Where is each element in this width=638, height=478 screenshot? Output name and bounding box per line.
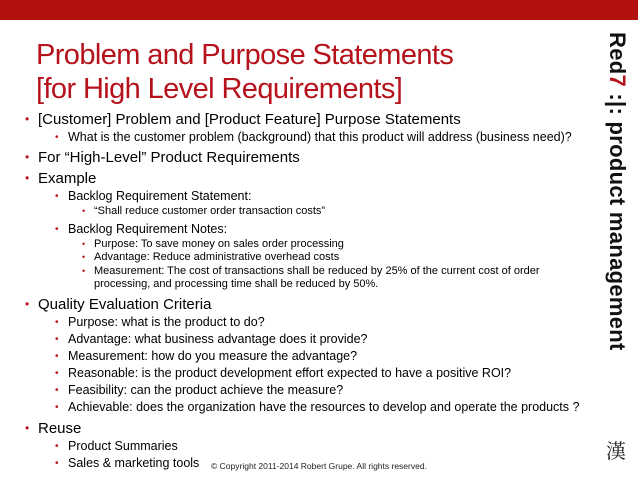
list-item [22,314,602,331]
bullet-icon: • [82,252,86,262]
slide-title-line-2: [for High Level Requirements] [36,73,403,105]
bullet-icon: • [55,457,59,469]
list-item-text: Example [38,170,97,187]
list-item-text: Quality Evaluation Criteria [38,295,212,313]
top-accent-bar [0,0,638,20]
list-item [22,188,602,205]
slide-body [22,110,602,472]
list-item [22,110,602,129]
bullet-icon: • [55,316,59,328]
bullet-icon: • [82,265,86,276]
copyright-footer: © Copyright 2011-2014 Robert Grupe. All rights reserved. [211,461,427,471]
bullet-icon: • [25,296,30,311]
list-item-text: Feasibility: can the product achieve the measure? [68,382,344,397]
list-item-text: Advantage: Reduce administrative overhead costs [94,251,340,263]
bullet-icon: • [55,132,59,143]
list-item-text: For “High-Level” Product Requirements [38,149,300,166]
bullet-icon: • [82,238,86,249]
list-item-text: Advantage: what business advantage does it provide? [68,331,368,346]
list-item-text: What is the customer problem (background) that this product will address (business need)? [68,130,572,144]
list-item [22,419,602,438]
list-item-text: Purpose: To save money on sales order processing [94,237,344,250]
list-item-text: Reuse [38,419,82,437]
brand-red: Red [605,32,630,75]
list-item-text: Measurement: The cost of transactions shall be reduced by 25% of the current cost of order processing, and processing time shall be reduced by 50%. [94,264,540,290]
list-item-text: Backlog Requirement Statement: [68,189,252,203]
bullet-icon: • [25,150,30,164]
seal-icon: 漢 [606,439,626,463]
list-item-text: Product Summaries [68,438,178,453]
list-item-text: Sales & marketing tools [68,455,200,470]
list-item [22,238,602,252]
list-item-text: “Shall reduce customer order transaction costs” [94,205,326,217]
bullet-icon: • [55,350,59,362]
bullet-icon: • [25,171,30,185]
brand-tagline: :|: product management [605,87,630,351]
brand-wordmark [603,32,631,351]
bullet-icon: • [55,384,59,396]
brand-seven: 7 [605,74,630,88]
bullet-icon: • [25,112,30,126]
list-item [22,169,602,188]
list-item [22,129,602,146]
list-item-text: Achievable: does the organization have the resources to develop and operate the products ? [68,399,580,414]
bullet-icon: • [25,420,30,435]
bullet-icon: • [55,191,59,202]
list-item-text: [Customer] Problem and [Product Feature] Purpose Statements [38,111,461,128]
list-item-text: Reasonable: is the product development effort expected to have a positive ROI? [68,365,512,380]
list-item [22,205,602,219]
brand-logo [603,32,633,392]
list-item [22,295,602,314]
list-item-text: Purpose: what is the product to do? [68,314,265,329]
list-item [22,348,602,365]
bullet-icon: • [55,440,59,452]
bullet-icon: • [55,333,59,345]
list-item [22,221,602,238]
list-item [22,265,589,292]
bullet-icon: • [55,401,59,413]
list-item [22,438,602,455]
bullet-icon: • [82,206,86,216]
list-item [22,148,602,167]
list-item-text: Measurement: how do you measure the advantage? [68,348,358,363]
list-item [22,365,602,382]
list-item-text: Backlog Requirement Notes: [68,221,228,236]
bullet-icon: • [55,367,59,379]
list-item [22,399,602,416]
bullet-icon: • [55,223,59,235]
list-item [22,331,602,348]
slide-title [36,38,576,106]
list-item [22,382,602,399]
list-item [22,251,602,265]
slide-title-line-1: Problem and Purpose Statements [36,39,454,71]
